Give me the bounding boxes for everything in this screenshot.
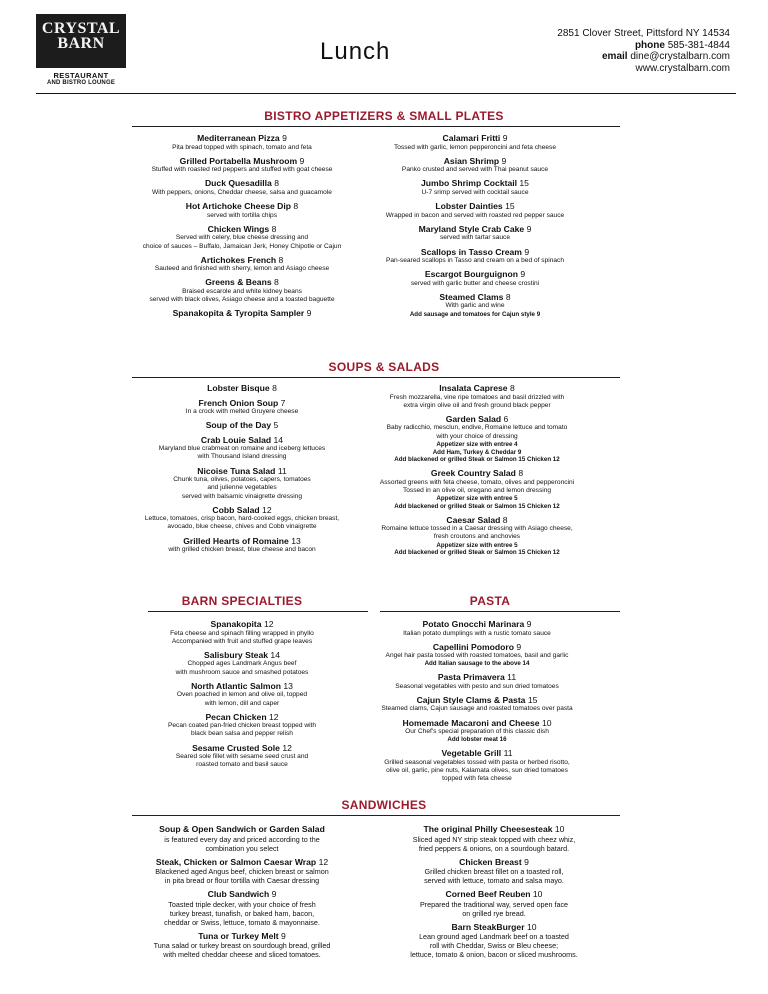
menu-item-description: with mushroom sauce and smashed potatoes [175, 668, 309, 676]
menu-item-price: 9 [299, 155, 305, 166]
menu-item-price: 8 [272, 383, 277, 393]
item-name-text: Greens & Beans [205, 277, 272, 288]
item-name-text: Homemade Macaroni and Cheese [402, 717, 540, 728]
menu-item-price: 11 [507, 672, 517, 683]
menu-item-description: Italian potato dumplings with a rustic tomato sauce [403, 629, 551, 637]
menu-item-description: Lettuce, tomatoes, crisp bacon, hard-cooked eggs, chicken breast, [144, 515, 340, 523]
item-name-text: Steak, Chicken or Salmon Caesar Wrap [155, 856, 317, 867]
menu-item-description: served with tortilla chips [207, 211, 277, 219]
item-name-text: Artichokes French [200, 254, 277, 265]
menu-item-description: Served with celery, blue cheese dressing and [175, 234, 309, 242]
menu-item-description: Romaine lettuce tossed in a Caesar dressing with Asiago cheese, [381, 525, 573, 533]
menu-item-calamari-fritti [305, 133, 645, 152]
soups-right-column [307, 383, 647, 561]
menu-item-description: cheddar or Swiss, lettuce, tomato & mayonnaise. [164, 917, 320, 927]
menu-item-price: 15 [519, 178, 529, 189]
menu-item-price: 10 [532, 889, 543, 899]
item-name-text: Club Sandwich [207, 889, 270, 899]
menu-item-price: 12 [282, 742, 292, 753]
menu-item-price: 12 [263, 619, 274, 629]
item-name-text: Chicken Wings [207, 223, 270, 234]
item-name-text: Vegetable Grill [441, 748, 502, 759]
menu-item-description: Angel hair pasta tossed with roasted tomatoes, basil and garlic [385, 652, 569, 660]
item-name-text: Salisbury Steak [204, 649, 269, 660]
menu-item-price: 8 [509, 383, 515, 393]
menu-item-name [305, 224, 645, 235]
menu-item-the-original-philly-cheesesteak [324, 824, 664, 853]
menu-item-price: 8 [502, 514, 508, 525]
menu-item-addon: Appetizer size with entree 5 [436, 541, 518, 549]
menu-item-description: Maryland blue crabmeat on romaine and iceberg lettuces [158, 445, 326, 453]
menu-item-name [324, 824, 664, 835]
appetizers-right-column [305, 133, 645, 322]
website-link[interactable]: www.crystalbarn.com [635, 62, 730, 74]
menu-item-description: combination you select [205, 843, 279, 853]
menu-item-name [307, 672, 647, 683]
item-name-text: Hot Artichoke Cheese Dip [185, 201, 292, 212]
menu-item-description: is featured every day and priced according to the [164, 834, 320, 844]
menu-item-price: 14 [270, 649, 280, 660]
logo-mark [36, 14, 126, 68]
menu-item-description: and julienne vegetables [207, 484, 277, 492]
item-name-text: Grilled Hearts of Romaine [183, 535, 289, 546]
section-title-soups-salads: SOUPS & SALADS [328, 360, 440, 374]
menu-item-description: Baby radicchio, mesclun, endive, Romaine lettuce and tomato [386, 424, 568, 432]
menu-item-description: Seasonal vegetables with pesto and sun dried tomatoes [395, 682, 559, 690]
menu-item-description: Seared sole fillet with sesame seed crust and [175, 753, 309, 761]
menu-item-description: Assorted greens with feta cheese, tomato, olives and pepperoncini [379, 478, 575, 486]
menu-item-price: 9 [501, 155, 507, 166]
phone-line [557, 40, 730, 52]
phone-label: phone [634, 39, 665, 51]
menu-item-description: Sliced aged NY strip steak topped with cheez whiz, [412, 834, 576, 844]
menu-item-description: fresh croutons and anchovies [433, 533, 521, 541]
menu-item-description: roll with Cheddar, Swiss or Bleu cheese; [429, 941, 559, 950]
menu-item-price: 9 [282, 133, 287, 143]
menu-item-addon: Add blackened or grilled Steak or Salmon 15 Chicken 12 [394, 502, 560, 510]
menu-item-asian-shrimp [305, 156, 645, 175]
menu-item-chicken-breast [324, 857, 664, 886]
item-name-text: Asian Shrimp [443, 155, 500, 166]
menu-item-description: Stuffed with roasted red peppers and stuffed with goat cheese [151, 166, 333, 174]
item-name-text: Jumbo Shrimp Cocktail [421, 178, 518, 189]
section-rule-appetizers [132, 126, 620, 127]
menu-item-name [307, 468, 647, 479]
menu-item-description: Accompanied with fruit and stuffed grape leaves [171, 637, 313, 645]
menu-item-description: in pita bread or flour tortilla with Caesar dressing [164, 876, 320, 885]
item-name-text: Barn SteakBurger [451, 921, 525, 932]
menu-item-description: lettuce, tomato & onion, bacon or sliced mushrooms. [410, 950, 578, 959]
menu-item-insalata-caprese [307, 383, 647, 410]
section-title-sandwiches: SANDWICHES [341, 798, 427, 812]
email-line [557, 51, 730, 63]
menu-item-maryland-style-crab-cake [305, 224, 645, 243]
menu-item-description: with melted cheddar cheese and sliced tomatoes. [163, 950, 321, 959]
restaurant-logo [36, 14, 126, 86]
menu-item-description: Toasted triple decker, with your choice of fresh [168, 899, 316, 909]
menu-item-price: 9 [516, 641, 522, 652]
menu-item-description: avocado, blue cheese, chives and Cobb vinaigrette [167, 523, 317, 531]
item-name-text: Calamari Fritti [442, 133, 501, 143]
menu-item-description: served with lettuce, tomato and salsa mayo. [424, 876, 564, 885]
menu-item-description: U-7 srimp served with cocktail sauce [421, 188, 529, 196]
menu-item-description: Grilled seasonal vegetables tossed with pasta or herbed risotto, [384, 758, 570, 766]
menu-item-description: With peppers, onions, Cheddar cheese, salsa and guacamole [152, 188, 332, 196]
section-title-barn-specialties: BARN SPECIALTIES [181, 594, 303, 608]
menu-item-homemade-macaroni-and-cheese [307, 718, 647, 745]
item-name-text: Escargot Bourguignon [424, 269, 518, 280]
menu-item-barn-steakburger [324, 922, 664, 960]
menu-item-addon: Add lobster meat 16 [447, 736, 507, 744]
menu-item-lobster-dainties [305, 201, 645, 220]
item-name-text: Tuna or Turkey Melt [198, 930, 279, 941]
menu-item-price: 8 [278, 254, 284, 265]
menu-item-description: choice of sauces – Buffalo, Jamaican Jerk, Honey Chipotle or Cajun [142, 242, 342, 250]
menu-item-description: Blackened aged Angus beef, chicken breast or salmon [155, 867, 329, 876]
menu-item-description: Panko crusted and served with Thai peanut sauce [401, 166, 549, 174]
menu-item-description: Fresh mozzarella, vine ripe tomatoes and basil drizzled with [389, 393, 565, 401]
item-name-text: Corned Beef Reuben [445, 889, 531, 899]
menu-item-description: Pita bread topped with spinach, tomato and feta [172, 143, 312, 151]
menu-item-name [305, 269, 645, 280]
menu-item-name [305, 292, 645, 303]
item-name-text: Maryland Style Crab Cake [418, 223, 525, 234]
menu-item-price: 9 [281, 930, 286, 941]
menu-item-price: 9 [526, 223, 532, 234]
menu-item-description: Tossed in an olive oil, oregano and lemon dressing [402, 486, 552, 494]
menu-item-description: served with black olives, Asiago cheese and a toasted baguette [149, 296, 335, 304]
menu-item-price: 9 [526, 619, 532, 629]
item-name-text: Capellini Pomodoro [432, 641, 514, 652]
menu-item-name [305, 133, 645, 144]
email-label: email [602, 51, 628, 62]
menu-item-name [324, 857, 664, 868]
menu-item-description: Braised escarole and white kidney beans [182, 287, 302, 295]
item-name-text: Garden Salad [445, 413, 502, 424]
sandwiches-right-column [324, 824, 664, 963]
menu-item-price: 12 [318, 856, 329, 867]
pasta-column [307, 619, 647, 787]
item-name-text: Steamed Clams [439, 291, 504, 302]
menu-item-price: 8 [271, 223, 277, 234]
menu-item-price: 11 [277, 465, 287, 476]
item-name-text: Cobb Salad [212, 504, 260, 515]
item-name-text: Soup & Open Sandwich or Garden Salad [159, 824, 325, 834]
menu-item-price: 8 [274, 277, 279, 288]
menu-item-name [307, 748, 647, 759]
section-rule-barn [148, 611, 368, 612]
menu-item-price: 9 [524, 856, 529, 867]
menu-item-price: 8 [518, 468, 524, 479]
menu-item-capellini-pomodoro [307, 642, 647, 669]
menu-item-price: 13 [283, 680, 293, 691]
menu-item-name [307, 695, 647, 706]
section-rule-sandwiches [132, 815, 620, 816]
menu-item-addon: Appetizer size with entree 4 [436, 440, 518, 448]
logo-line2: BARN [57, 35, 105, 52]
item-name-text: Soup of the Day [205, 420, 272, 431]
logo-subtitle-2: AND BISTRO LOUNGE [46, 80, 116, 86]
menu-item-name [305, 201, 645, 212]
item-name-text: Spanakopita & Tyropita Sampler [172, 308, 305, 319]
menu-item-jumbo-shrimp-cocktail [305, 178, 645, 197]
menu-item-description: fried peppers & onions, on a sourdough batard. [418, 843, 570, 853]
menu-item-description: Lean ground aged Landmark beef on a toasted [419, 932, 569, 941]
menu-item-caesar-salad [307, 515, 647, 558]
menu-item-description: Our Chef's special preparation of this classic dish [405, 728, 549, 736]
menu-item-steamed-clams [305, 292, 645, 319]
phone-number[interactable]: 585-381-4844 [667, 39, 730, 51]
logo-subtitle: RESTAURANT [53, 71, 109, 80]
item-name-text: North Atlantic Salmon [191, 680, 281, 691]
item-name-text: Lobster Bisque [207, 383, 270, 393]
menu-item-name [324, 922, 664, 933]
menu-item-name [307, 642, 647, 653]
menu-item-price: 8 [505, 291, 511, 302]
menu-item-description: Pecan coated pan-fried chicken breast topped with [167, 722, 317, 730]
menu-item-price: 8 [274, 178, 280, 189]
menu-item-addon: Add Ham, Turkey & Cheddar 9 [432, 448, 522, 456]
menu-item-addon: Add blackened or grilled Steak or Salmon 15 Chicken 12 [394, 456, 560, 464]
menu-item-addon: Appetizer size with entree 5 [436, 495, 518, 503]
item-name-text: Duck Quesadilla [204, 178, 272, 189]
menu-item-greek-country-salad [307, 468, 647, 511]
menu-item-price: 8 [293, 201, 299, 212]
section-title-pasta: PASTA [469, 594, 511, 608]
menu-item-name [305, 178, 645, 189]
menu-item-price: 6 [503, 413, 509, 424]
item-name-text: Cajun Style Clams & Pasta [416, 694, 526, 705]
menu-item-description: Tossed with garlic, lemon pepperoncini and feta cheese [393, 143, 556, 151]
menu-item-name [307, 619, 647, 630]
menu-item-price: 15 [527, 694, 538, 705]
menu-item-price: 15 [505, 201, 515, 212]
menu-item-corned-beef-reuben [324, 889, 664, 918]
menu-item-price: 13 [291, 535, 301, 546]
menu-item-description: Wrapped in bacon and served with roasted red pepper sauce [385, 211, 565, 219]
menu-item-name [307, 718, 647, 729]
menu-item-description: Prepared the traditional way, served open face [419, 899, 569, 909]
menu-item-vegetable-grill [307, 748, 647, 783]
item-name-text: Nicoise Tuna Salad [197, 465, 276, 476]
menu-item-scallops-in-tasso-cream [305, 247, 645, 266]
header-divider [36, 93, 736, 94]
menu-item-description: Steamed clams, Cajun sausage and roasted tomatoes over pasta [381, 705, 573, 713]
menu-item-description: topped with feta cheese [442, 775, 512, 783]
menu-item-price: 5 [273, 420, 279, 431]
menu-item-name [307, 515, 647, 526]
item-name-text: French Onion Soup [198, 397, 279, 408]
menu-item-description: with lemon, dill and caper [204, 699, 280, 707]
menu-item-price: 14 [273, 434, 284, 445]
menu-item-description: served with balsamic vinaigrette dressing [181, 492, 303, 500]
menu-item-description: Chunk tuna, olives, potatoes, capers, tomatoes [173, 476, 311, 484]
item-name-text: Chicken Breast [459, 856, 522, 867]
item-name-text: Pasta Primavera [437, 672, 505, 683]
menu-item-escargot-bourguignon [305, 269, 645, 288]
menu-item-description: black bean salsa and pepper relish [191, 730, 293, 738]
menu-item-description: In a crock with melted Gruyere cheese [185, 408, 299, 415]
item-name-text: Grilled Portabella Mushroom [179, 155, 298, 166]
menu-item-name [305, 156, 645, 167]
menu-item-description: roasted tomato and basil sauce [196, 761, 288, 769]
menu-item-potato-gnocchi-marinara [307, 619, 647, 638]
item-name-text: Greek Country Salad [430, 468, 516, 479]
menu-item-description: Chopped ages Landmark Angus beef [187, 660, 297, 668]
menu-item-price: 9 [524, 246, 530, 257]
section-title-appetizers: BISTRO APPETIZERS & SMALL PLATES [264, 109, 504, 123]
menu-item-price: 12 [262, 504, 272, 515]
item-name-text: Scallops in Tasso Cream [420, 246, 522, 257]
menu-item-description: with Thousand Island dressing [197, 453, 287, 461]
menu-item-price: 9 [502, 133, 508, 143]
menu-item-price: 7 [280, 397, 286, 408]
menu-item-description: With garlic and wine [445, 302, 505, 310]
menu-item-garden-salad [307, 414, 647, 464]
menu-item-price: 9 [520, 269, 526, 280]
item-name-text: Potato Gnocchi Marinara [422, 619, 525, 629]
menu-item-price: 12 [268, 711, 279, 722]
menu-item-addon: Add blackened or grilled Steak or Salmon 15 Chicken 12 [394, 549, 560, 557]
menu-item-price: 10 [526, 921, 537, 932]
menu-item-description: Grilled chicken breast fillet on a toasted roll, [424, 867, 564, 876]
menu-item-description: extra virgin olive oil and fresh ground black pepper [403, 401, 551, 409]
email-address[interactable]: dine@crystalbarn.com [630, 51, 730, 62]
section-rule-soups [132, 377, 620, 378]
menu-item-name [324, 889, 664, 900]
menu-item-description: turkey breast, tunafish, or baked ham, bacon, [169, 908, 315, 918]
item-name-text: Sesame Crusted Sole [192, 742, 280, 753]
menu-item-description: served with tartar sauce [440, 234, 510, 242]
menu-item-price: 11 [503, 748, 513, 759]
item-name-text: Pecan Chicken [205, 711, 267, 722]
menu-item-description: with your choice of dressing [436, 432, 518, 440]
item-name-text: Caesar Salad [446, 514, 501, 525]
menu-item-cajun-style-clams-pasta [307, 695, 647, 714]
menu-item-price: 10 [541, 717, 552, 728]
item-name-text: Insalata Caprese [439, 383, 508, 393]
menu-item-name [307, 383, 647, 394]
menu-item-pasta-primavera [307, 672, 647, 691]
menu-item-name [307, 414, 647, 425]
menu-item-description: olive oil, garlic, pine nuts, Kalamata olives, sun dried tomatoes [386, 766, 568, 774]
menu-item-name [305, 247, 645, 258]
menu-item-description: on grilled rye bread. [462, 908, 526, 918]
menu-item-description: with grilled chicken breast, blue cheese and bacon [168, 546, 316, 554]
menu-item-price: 9 [271, 889, 277, 899]
item-name-text: Crab Louie Salad [200, 434, 272, 445]
menu-item-description: served with garlic butter and cheese crostini [410, 279, 540, 287]
item-name-text: Mediterranean Pizza [197, 133, 280, 143]
item-name-text: Lobster Dainties [435, 201, 503, 212]
menu-item-price: 10 [554, 824, 565, 834]
menu-item-description: Feta cheese and spinach filling wrapped in phyllo [170, 629, 314, 637]
page-title: Lunch [320, 38, 391, 65]
logo-line1: CRYSTAL [41, 20, 121, 37]
menu-item-description: Pan-seared scallops in Tasso and cream on a bed of spinach [385, 257, 565, 265]
menu-item-description: Oven poached in lemon and olive oil, topped [176, 691, 308, 699]
contact-block [557, 28, 730, 74]
menu-item-description: Tuna salad or turkey breast on sourdough bread, grilled [153, 941, 331, 950]
section-rule-pasta [380, 611, 620, 612]
menu-item-addon: Add Italian sausage to the above 14 [424, 660, 530, 668]
menu-item-price: 9 [306, 308, 312, 319]
menu-item-addon: Add sausage and tomatoes for Cajun style 9 [409, 310, 541, 318]
menu-item-description: Sauteed and finished with sherry, lemon and Asiago cheese [154, 265, 330, 273]
address: 2851 Clover Street, Pittsford NY 14534 [557, 28, 730, 39]
item-name-text: Spanakopita [210, 619, 262, 629]
item-name-text: The original Philly Cheesesteak [423, 824, 553, 834]
